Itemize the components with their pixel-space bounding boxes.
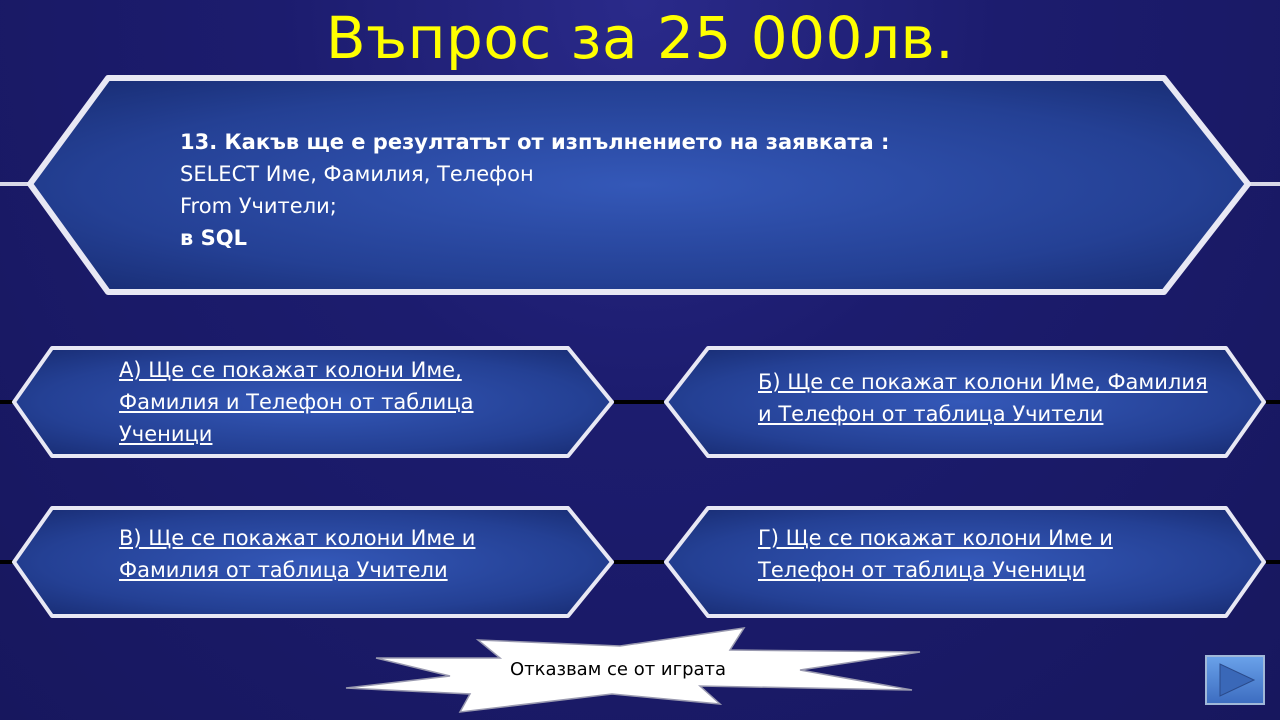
answer-v-line[interactable]: В) Ще се покажат колони Име и: [119, 526, 476, 550]
answer-v-line[interactable]: Фамилия от таблица Учители: [119, 558, 448, 582]
answer-b-line[interactable]: Б) Ще се покажат колони Име, Фамилия: [758, 370, 1208, 394]
answer-a-line[interactable]: Ученици: [119, 422, 213, 446]
quit-game-label[interactable]: Отказвам се от играта: [509, 659, 727, 680]
next-button[interactable]: [1206, 656, 1264, 704]
answer-g-line[interactable]: Г) Ще се покажат колони Име и: [758, 526, 1113, 550]
question-text: [180, 126, 1080, 254]
answer-v[interactable]: [119, 522, 589, 586]
answer-g-line[interactable]: Телефон от таблица Ученици: [758, 558, 1086, 582]
answer-g[interactable]: [758, 522, 1228, 586]
question-select-line: SELECT Име, Фамилия, Телефон: [180, 162, 534, 186]
answer-a[interactable]: [119, 354, 589, 450]
page-title: Въпрос за 25 000лв.: [325, 4, 955, 72]
answer-a-line[interactable]: А) Ще се покажат колони Име,: [119, 358, 462, 382]
question-lang-line: в SQL: [180, 226, 247, 250]
question-from-line: From Учители;: [180, 194, 337, 218]
question-number-line: 13. Какъв ще е резултатът от изпълнението на заявката :: [180, 130, 890, 154]
answer-a-line[interactable]: Фамилия и Телефон от таблица: [119, 390, 474, 414]
answer-b-line[interactable]: и Телефон от таблица Учители: [758, 402, 1104, 426]
answer-b[interactable]: [758, 366, 1238, 430]
